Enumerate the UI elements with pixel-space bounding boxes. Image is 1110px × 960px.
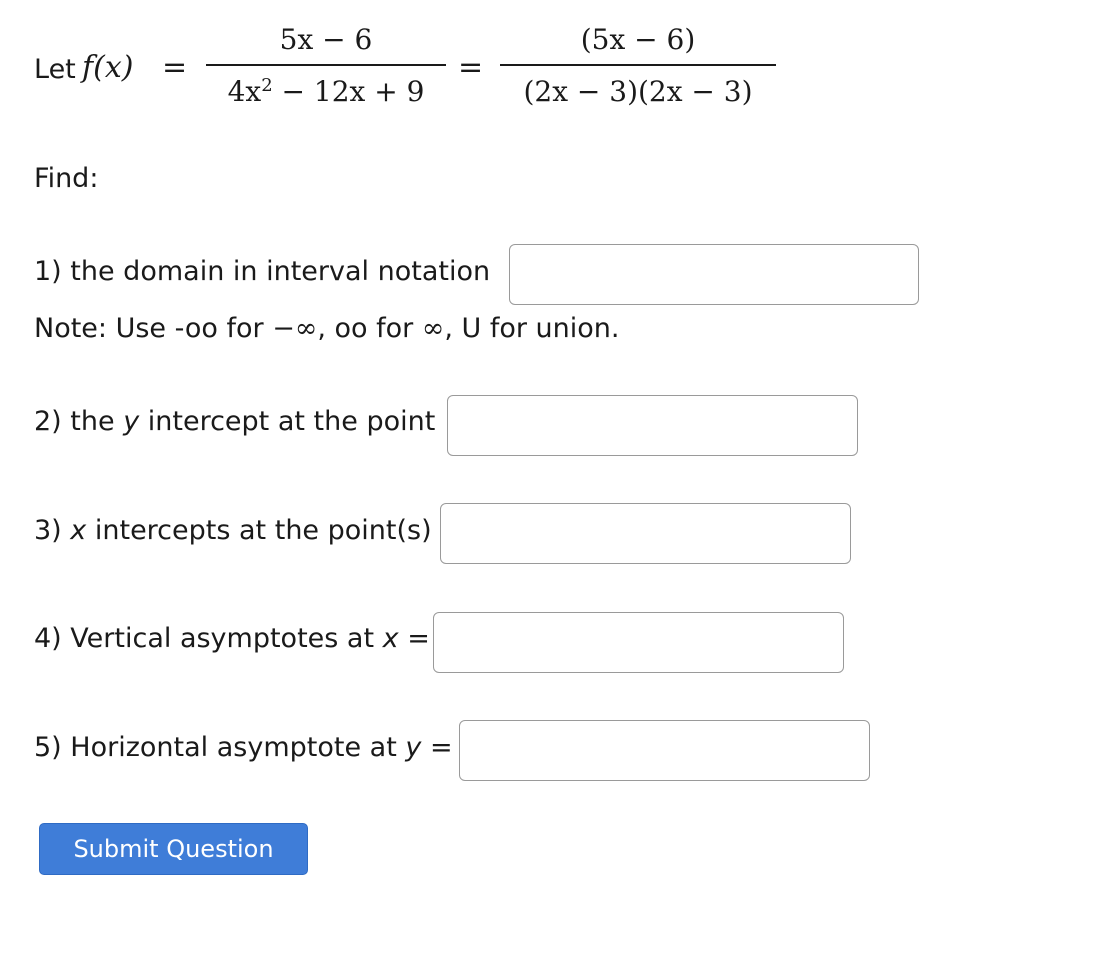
x-intercepts-input[interactable] [440,503,851,564]
q2-suffix: intercept at the point [139,406,436,437]
question-5-label [34,732,453,763]
equals-sign-2: = [458,50,484,85]
q4-variable: x [382,623,399,654]
note-middle: , oo for [317,313,422,344]
denominator-leading-term: 4x [227,75,262,108]
horizontal-asymptote-input[interactable] [459,720,870,781]
function-name [82,50,133,85]
find-label: Find: [34,163,99,194]
fraction-original-denominator [206,70,446,114]
function-definition [34,18,794,118]
infinity-symbol: ∞ [421,313,445,344]
q5-variable: y [405,732,422,763]
negative-infinity-symbol: −∞ [272,313,318,344]
question-3-label [34,515,432,546]
vertical-asymptotes-input[interactable] [433,612,844,673]
question-2-label [34,406,435,437]
equals-sign-1: = [162,50,188,85]
fraction-original-numerator: 5x − 6 [279,23,373,56]
fraction-factored-denominator: (2x − 3)(2x − 3) [523,75,753,108]
note-prefix: Note: Use -oo for [34,313,273,344]
note-suffix: , U for union. [444,313,620,344]
function-symbol: f [82,50,94,85]
q3-variable: x [70,515,87,546]
domain-input[interactable] [509,244,919,305]
question-1-label: 1) the domain in interval notation [34,256,491,287]
denominator-remaining-terms: − 12x + 9 [272,75,425,108]
function-argument: (x) [93,50,134,85]
question-4-label [34,623,430,654]
domain-note [34,313,620,344]
fraction-original [206,18,446,114]
y-intercept-input[interactable] [447,395,858,456]
q2-prefix: 2) the [34,406,124,437]
fraction-factored-numerator: (5x − 6) [580,23,696,56]
q5-prefix: 5) Horizontal asymptote at [34,732,406,763]
let-label: Let [34,54,76,85]
fraction-bar [500,64,776,66]
q4-prefix: 4) Vertical asymptotes at [34,623,383,654]
q3-suffix: intercepts at the point(s) [86,515,432,546]
fraction-factored [500,18,776,114]
q5-suffix: = [421,732,453,763]
denominator-exponent: 2 [261,75,273,96]
submit-question-button[interactable]: Submit Question [39,823,308,875]
fraction-bar [206,64,446,66]
q2-variable: y [123,406,140,437]
q3-prefix: 3) [34,515,71,546]
q4-suffix: = [398,623,430,654]
